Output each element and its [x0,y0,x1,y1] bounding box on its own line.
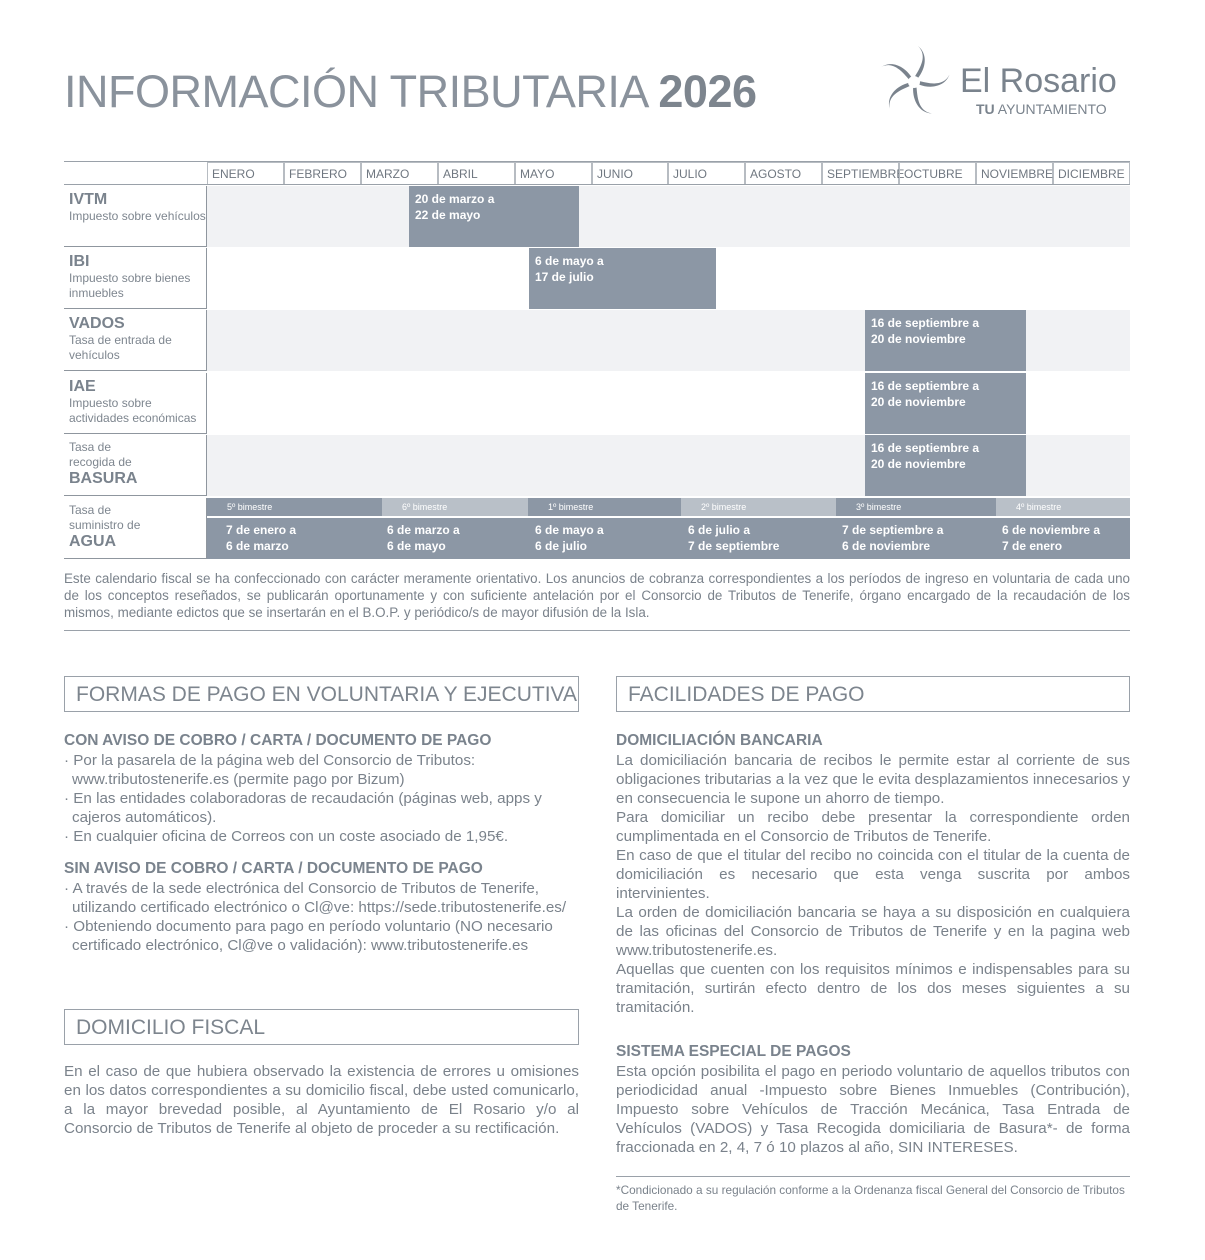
period-end: 17 de julio [535,270,594,284]
domicilio-section-title: DOMICILIO FISCAL [64,1009,579,1045]
tax-description: Tasa de recogida de [69,440,132,469]
sistema-especial-heading: SISTEMA ESPECIAL DE PAGOS [616,1043,851,1060]
agua-period [842,522,943,554]
month-noviembre: NOVIEMBRE [976,162,1053,184]
tax-code: IBI [69,253,90,270]
tax-code: AGUA [69,533,117,550]
month-septiembre: SEPTIEMBRE [822,162,899,184]
con-aviso-list [64,751,579,846]
paragraph: Para domiciliar un recibo debe presentar la correspondiente orden cumplimentada en el Consorcio de Tributos de Tenerife. [616,809,1130,845]
month-marzo: MARZO [361,162,438,184]
tax-description: Tasa de entrada de vehículos [69,333,172,362]
period-start: 6 de marzo a [387,523,460,537]
period-end: 6 de noviembre [842,539,931,553]
period-end: 20 de noviembre [871,457,966,471]
tax-code: BASURA [69,470,138,487]
period-end: 20 de noviembre [871,332,966,346]
title-year: 2026 [658,66,757,117]
paragraph: En caso de que el titular del recibo no coincida con el titular de la cuenta de domiciliación es necesario que esta venga suscrita por ambos intervinientes. [616,847,1130,902]
row-label [64,310,207,371]
domiciliacion-text [616,751,1130,1017]
el-rosario-logo [876,44,1136,124]
row-basura [64,435,1130,496]
tax-description: Impuesto sobre bienes inmuebles [69,271,191,300]
tax-description: Impuesto sobre actividades económicas [69,396,197,425]
domicilio-text: En el caso de que hubiera observado la existencia de errores u omisiones en los datos correspondientes a su domicilio fiscal, debe usted comunicarlo, a la mayor brevedad posible, al Ayuntamiento de El Rosario y/o al Consorcio de Tributos de Tenerife al objeto de proceder a su rectificación. [64,1063,579,1137]
agua-period [226,522,296,554]
formas-section-title: FORMAS DE PAGO EN VOLUNTARIA Y EJECUTIVA [64,676,579,712]
month-junio: JUNIO [592,162,668,184]
period-start: 6 de noviembre a [1002,523,1101,537]
agua-period-band [207,518,1130,559]
agua-period [535,522,604,554]
row-label [64,373,207,434]
bimestre-label: 1º bimestre [528,498,681,516]
facilidades-section-title: FACILIDADES DE PAGO [616,676,1130,712]
bimestre-label: 6º bimestre [382,498,528,516]
sin-aviso-heading: SIN AVISO DE COBRO / CARTA / DOCUMENTO DE PAGO [64,860,483,877]
agua-period [1002,522,1100,554]
payment-period [865,373,1026,434]
period-start: 20 de marzo a [415,192,495,206]
tax-code: IVTM [69,191,108,208]
row-iae [64,373,1130,434]
sistema-especial-text: Esta opción posibilita el pago en periodo voluntario de aquellos tributos con periodicidad anual -Impuesto sobre Bienes Inmuebles (Contribución), Impuesto sobre Vehículos de Tracción Mecánica, Tasa Entrada de Vehículos (VADOS) y Tasa Recogida domiciliaria de Basura*- de forma fraccionada en 2, 4, 7 ó 10 plazos al año, SIN INTERESES. [616,1063,1130,1156]
row-band [207,186,1130,247]
row-agua [64,498,1130,559]
logo-subtitle [976,101,1107,117]
logo-tu: TU [976,101,995,117]
row-label [64,186,207,247]
month-mayo: MAYO [515,162,592,184]
payment-period [865,310,1026,371]
list-item: · Obteniendo documento para pago en período voluntario (NO necesario certificado electrónico, Cl@ve o validación): www.tributostenerife.es [64,918,553,954]
period-start: 7 de septiembre a [842,523,944,537]
page-title [64,66,757,118]
bimestre-label: 4º bimestre [996,498,1130,516]
month-julio: JULIO [668,162,745,184]
payment-period [529,248,716,309]
period-start: 7 de enero a [226,523,297,537]
tax-description: Impuesto sobre vehículos [69,209,206,223]
month-agosto: AGOSTO [745,162,822,184]
calendar-bottom-rule [64,630,1130,631]
agua-period [387,522,460,554]
period-end: 20 de noviembre [871,395,966,409]
list-item: · A través de la sede electrónica del Consorcio de Tributos de Tenerife, utilizando certificado electrónico o Cl@ve: https://sede.tributostenerife.es/ [64,880,567,916]
row-ibi [64,248,1130,309]
bimestre-label: 2º bimestre [681,498,836,516]
month-diciembre: DICIEMBRE [1053,162,1130,184]
calendar-note: Este calendario fiscal se ha confeccionado con carácter meramente orientativo. Los anuncios de cobranza correspondientes a los períodos de ingreso en voluntaria de cada uno de los conceptos reseñados, se publicarán oportunamente y con suficiente antelación por el Consorcio de Tributos de Tenerife, órgano encargado de la recaudación de los mismos, mediante edictos que se insertarán en el B.O.P. y periódico/s de mayor difusión de la Isla. [64,571,1130,620]
bimestre-label: 3º bimestre [836,498,996,516]
period-start: 6 de mayo a [535,523,604,537]
period-end: 7 de septiembre [688,539,780,553]
period-start: 16 de septiembre a [871,379,980,393]
payment-period [409,186,579,247]
logo-name: El Rosario [960,62,1117,100]
bimestre-label: 5º bimestre [207,498,382,516]
list-item: · En cualquier oficina de Correos con un coste asociado de 1,95€. [64,828,509,845]
period-end: 22 de mayo [415,208,481,222]
period-end: 6 de julio [535,539,588,553]
row-label [64,498,207,559]
row-label [64,248,207,309]
month-abril: ABRIL [438,162,515,184]
row-ivtm [64,186,1130,247]
paragraph: La domiciliación bancaria de recibos le permite estar al corriente de sus obligaciones tributarias a la vez que le evita desplazamientos innecesarios y en consecuencia le supone un ahorro de tiempo. [616,752,1130,807]
month-octubre: OCTUBRE [899,162,976,184]
title-text: INFORMACIÓN TRIBUTARIA [64,66,647,117]
period-end: 7 de enero [1002,539,1063,553]
period-start: 6 de mayo a [535,254,604,268]
footnote: *Condicionado a su regulación conforme a la Ordenanza fiscal General del Consorcio de Tributos de Tenerife. [616,1183,1125,1213]
row-vados [64,310,1130,371]
tax-code: IAE [69,378,96,395]
logo-ayuntamiento: AYUNTAMIENTO [997,101,1107,117]
footnote-rule [616,1176,1130,1177]
calendar-header-rule [64,184,1130,185]
period-end: 6 de mayo [387,539,446,553]
list-item: · En las entidades colaboradoras de recaudación (páginas web, apps y cajeros automáticos). [64,790,542,826]
period-start: 16 de septiembre a [871,316,980,330]
domiciliacion-heading: DOMICILIACIÓN BANCARIA [616,732,823,749]
paragraph: La orden de domiciliación bancaria se haya a su disposición en cualquiera de las oficinas del Consorcio de Tributos de Tenerife y en la pagina web www.tributostenerife.es. [616,904,1130,959]
row-label [64,435,207,496]
sin-aviso-list [64,879,579,955]
tax-description: Tasa de suministro de [69,503,141,532]
period-end: 6 de marzo [226,539,289,553]
period-start: 6 de julio a [688,523,751,537]
month-enero: ENERO [207,162,284,184]
list-item: · Por la pasarela de la página web del Consorcio de Tributos: www.tributostenerife.es (permite pago por Bizum) [64,752,476,788]
agua-period [688,522,779,554]
tax-code: VADOS [69,315,125,332]
month-febrero: FEBRERO [284,162,361,184]
payment-period [865,435,1026,496]
period-start: 16 de septiembre a [871,441,980,455]
con-aviso-heading: CON AVISO DE COBRO / CARTA / DOCUMENTO DE PAGO [64,732,492,749]
rosario-swirl-icon [876,44,952,120]
paragraph: Aquellas que cuenten con los requisitos mínimos e indispensables para su tramitación, surtirán efecto dentro de los dos meses siguientes a su tramitación. [616,961,1130,1016]
